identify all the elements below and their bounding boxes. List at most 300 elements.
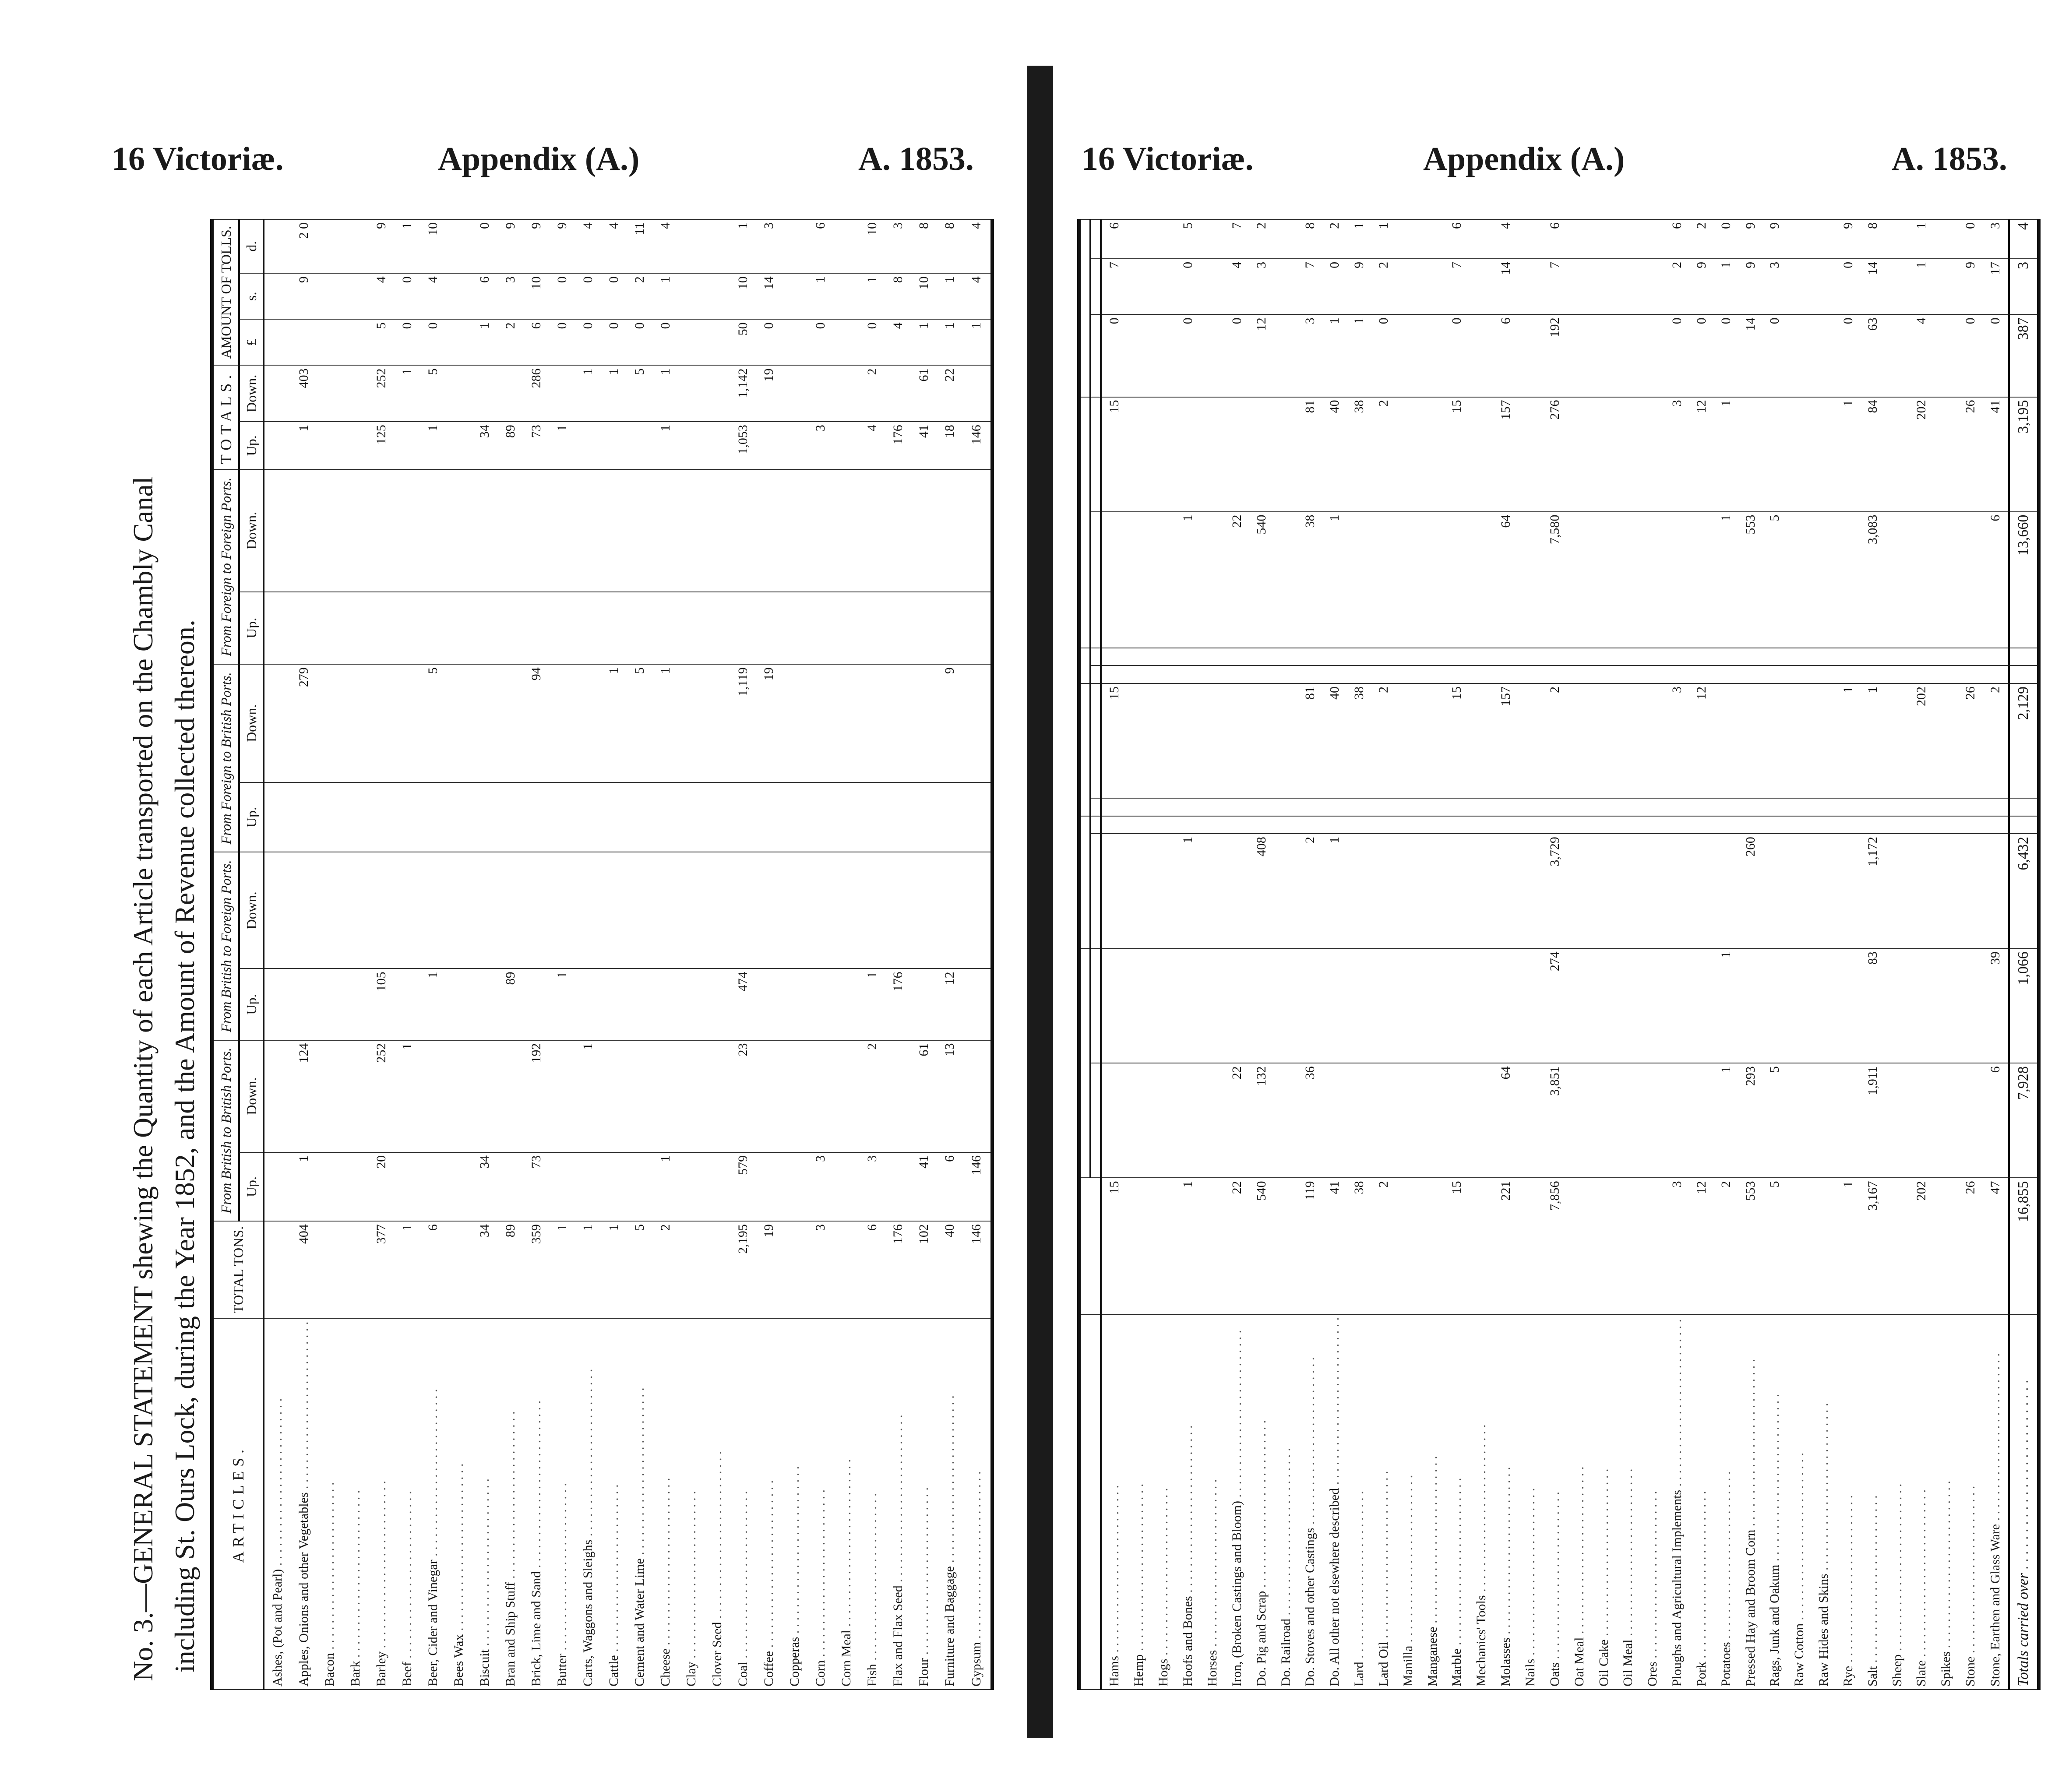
fb-down: 2 xyxy=(1543,683,1567,798)
ff-up xyxy=(1151,666,1176,684)
article-name: Copperas . . . xyxy=(782,1318,808,1690)
article-name: Biscuit . . . xyxy=(472,1318,498,1690)
table-row xyxy=(679,219,705,1690)
totals-up: 22 xyxy=(1225,512,1249,648)
table-row xyxy=(395,219,420,1690)
tolls-pounds xyxy=(1469,314,1494,397)
bb-up xyxy=(1371,1063,1396,1178)
totals-bb-down: 1,066 xyxy=(2009,948,2039,1063)
bf-up xyxy=(1640,834,1665,948)
bb-up: 293 xyxy=(1738,1063,1763,1178)
article-name: Rags, Junk and Oakum . . . xyxy=(1763,1314,1787,1690)
ff-up xyxy=(395,592,420,665)
tolls-shillings: 4 xyxy=(369,273,395,319)
totals-pence: 4 xyxy=(2009,219,2039,259)
bf-up: 1,172 xyxy=(1861,834,1885,948)
bb-down xyxy=(1101,948,1127,1063)
tolls-shillings: 7 xyxy=(1543,259,1567,314)
tolls-pence xyxy=(1812,219,1836,259)
ff-down xyxy=(1567,648,1592,666)
article-name: Cattle . . . xyxy=(601,1318,627,1690)
totals-up: 553 xyxy=(1738,512,1763,648)
totals-down: 1 xyxy=(601,365,627,422)
table-row xyxy=(1665,219,1689,1690)
ff-up xyxy=(1592,666,1616,684)
totals-up: 1 xyxy=(1322,512,1347,648)
ff-down xyxy=(963,469,992,591)
tolls-pounds: 4 xyxy=(885,319,911,365)
fb-down xyxy=(679,664,705,782)
totals-down xyxy=(1885,397,1910,512)
fb-up xyxy=(860,782,885,852)
ff-down xyxy=(395,469,420,591)
table-row xyxy=(317,219,343,1690)
bf-down xyxy=(343,852,369,968)
bb-up xyxy=(627,1152,653,1221)
ff-down xyxy=(1885,648,1910,666)
tolls-pence xyxy=(679,219,705,273)
total-tons xyxy=(1592,1178,1616,1314)
article-name: Potatoes . . . xyxy=(1714,1314,1738,1690)
tolls-pence: 0 xyxy=(472,219,498,273)
table-row xyxy=(1543,219,1567,1690)
table-row xyxy=(498,219,524,1690)
bf-down xyxy=(1714,816,1738,834)
totals-down: 19 xyxy=(756,365,782,422)
sub-down xyxy=(1090,397,1101,512)
table-row xyxy=(369,219,395,1690)
table-row xyxy=(911,219,937,1690)
tolls-pence xyxy=(1640,219,1665,259)
sub-pence xyxy=(1090,219,1101,259)
tolls-pounds: 63 xyxy=(1861,314,1885,397)
ff-down xyxy=(1445,648,1470,666)
tolls-pounds xyxy=(291,319,317,365)
bf-down xyxy=(627,852,653,968)
bb-up xyxy=(1322,1063,1347,1178)
bb-up: 3 xyxy=(808,1152,834,1221)
bf-down xyxy=(1934,816,1958,834)
ff-down xyxy=(1494,648,1518,666)
bf-up: 1 xyxy=(550,968,575,1040)
bb-down: 274 xyxy=(1543,948,1567,1063)
tolls-shillings: 9 xyxy=(1689,259,1714,314)
totals-up: 540 xyxy=(1249,512,1274,648)
bf-up: 1 xyxy=(1176,834,1200,948)
ledger-body-right xyxy=(1101,219,2009,1690)
ff-up xyxy=(679,592,705,665)
tolls-pence: 0 xyxy=(1714,219,1738,259)
table-row xyxy=(1616,219,1640,1690)
tolls-pence xyxy=(705,219,730,273)
table-row xyxy=(1738,219,1763,1690)
tolls-pence: 10 xyxy=(420,219,446,273)
tolls-pence: 4 xyxy=(601,219,627,273)
tolls-pence xyxy=(1420,219,1445,259)
tolls-pounds xyxy=(705,319,730,365)
fb-down xyxy=(1616,683,1640,798)
fb-up xyxy=(317,782,343,852)
tolls-pounds: 4 xyxy=(1910,314,1934,397)
bb-down xyxy=(1592,948,1616,1063)
bf-up xyxy=(834,968,860,1040)
bb-down: 124 xyxy=(291,1040,317,1152)
fb-up xyxy=(420,782,446,852)
sub-pence: d. xyxy=(239,219,264,273)
bb-up xyxy=(343,1152,369,1221)
ff-down xyxy=(1151,648,1176,666)
table-row xyxy=(601,219,627,1690)
ff-up xyxy=(1934,666,1958,684)
tolls-shillings: 4 xyxy=(963,273,992,319)
ff-down xyxy=(1983,648,2009,666)
fb-up xyxy=(911,782,937,852)
total-tons: 1 xyxy=(601,1221,627,1318)
totals-up: 1 xyxy=(291,422,317,469)
ff-up xyxy=(1885,666,1910,684)
totals-up xyxy=(1934,512,1958,648)
table-row xyxy=(343,219,369,1690)
ff-down xyxy=(1787,648,1812,666)
bb-up xyxy=(1836,1063,1861,1178)
bf-down xyxy=(601,852,627,968)
fb-down xyxy=(1127,683,1152,798)
totals-fb-up xyxy=(2009,798,2039,816)
fb-up xyxy=(1812,798,1836,816)
col-foreign-foreign: From Foreign to Foreign Ports. xyxy=(212,469,239,664)
tolls-pounds: 0 xyxy=(1445,314,1470,397)
article-name: Do. Railroad . . . xyxy=(1274,1314,1298,1690)
tolls-pounds: 0 xyxy=(1714,314,1738,397)
table-row xyxy=(1101,219,1127,1690)
bb-down: 23 xyxy=(730,1040,756,1152)
ff-down xyxy=(627,469,653,591)
bf-up xyxy=(808,968,834,1040)
fb-up xyxy=(1494,798,1518,816)
totals-up xyxy=(601,422,627,469)
bb-down xyxy=(1616,948,1640,1063)
fb-down: 2 xyxy=(1371,683,1396,798)
col-foreign-foreign xyxy=(1079,648,1090,683)
ff-down xyxy=(550,469,575,591)
bf-down xyxy=(1836,816,1861,834)
totals-down xyxy=(1469,397,1494,512)
bf-down xyxy=(1445,816,1470,834)
tolls-pounds: 1 xyxy=(472,319,498,365)
fb-up xyxy=(524,782,550,852)
table-row xyxy=(860,219,885,1690)
bb-down xyxy=(420,1040,446,1152)
tolls-pence: 2 0 xyxy=(291,219,317,273)
bf-up xyxy=(1445,834,1470,948)
tolls-pence: 9 xyxy=(1738,219,1763,259)
tolls-pence xyxy=(1151,219,1176,259)
ff-down xyxy=(1689,648,1714,666)
total-tons: 34 xyxy=(472,1221,498,1318)
sub-up xyxy=(1090,512,1101,648)
totals-down: 38 xyxy=(1347,397,1371,512)
total-tons: 47 xyxy=(1983,1178,2009,1314)
ff-down xyxy=(264,469,291,591)
sub-up: Up. xyxy=(239,1152,264,1221)
total-tons xyxy=(1640,1178,1665,1314)
bf-up xyxy=(705,968,730,1040)
tolls-shillings: 9 xyxy=(1347,259,1371,314)
tolls-shillings: 0 xyxy=(601,273,627,319)
col-british-foreign xyxy=(1079,816,1090,949)
ff-up xyxy=(705,592,730,665)
sub-up xyxy=(1090,834,1101,948)
fb-up xyxy=(705,782,730,852)
fb-up xyxy=(291,782,317,852)
fb-up xyxy=(1983,798,2009,816)
tolls-pounds xyxy=(1396,314,1420,397)
totals-down xyxy=(1420,397,1445,512)
ff-down xyxy=(1714,648,1738,666)
article-name: Pork . . . xyxy=(1689,1314,1714,1690)
bf-down xyxy=(420,852,446,968)
fb-up xyxy=(1274,798,1298,816)
tolls-pence xyxy=(1567,219,1592,259)
bb-down: 39 xyxy=(1983,948,2009,1063)
bb-down xyxy=(498,1040,524,1152)
sub-down: Down. xyxy=(239,469,264,591)
tolls-pounds xyxy=(1812,314,1836,397)
bb-up: 1 xyxy=(291,1152,317,1221)
bf-down xyxy=(291,852,317,968)
ff-up xyxy=(730,592,756,665)
tolls-shillings: 9 xyxy=(291,273,317,319)
right-head-appendix: Appendix (A.) xyxy=(1423,141,1625,177)
fb-down: 26 xyxy=(1958,683,1983,798)
ff-up xyxy=(937,592,963,665)
fb-down xyxy=(1885,683,1910,798)
total-tons xyxy=(1616,1178,1640,1314)
totals-up: 5 xyxy=(1763,512,1787,648)
tolls-shillings xyxy=(705,273,730,319)
fb-up xyxy=(1396,798,1420,816)
bf-up xyxy=(343,968,369,1040)
totals-down xyxy=(446,365,472,422)
bb-down xyxy=(1494,948,1518,1063)
bf-up xyxy=(1616,834,1640,948)
fb-up xyxy=(1714,798,1738,816)
bf-up xyxy=(782,968,808,1040)
bb-up: 3 xyxy=(860,1152,885,1221)
table-row xyxy=(937,219,963,1690)
bb-up xyxy=(1592,1063,1616,1178)
total-tons: 1 xyxy=(550,1221,575,1318)
total-tons xyxy=(446,1221,472,1318)
totals-down: 403 xyxy=(291,365,317,422)
bb-down xyxy=(808,1040,834,1152)
totals-up: 38 xyxy=(1298,512,1322,648)
bb-down xyxy=(601,1040,627,1152)
table-row xyxy=(705,219,730,1690)
bf-up xyxy=(1592,834,1616,948)
tolls-shillings xyxy=(446,273,472,319)
bb-up xyxy=(782,1152,808,1221)
ff-down xyxy=(498,469,524,591)
bf-down xyxy=(1298,816,1322,834)
totals-down xyxy=(1274,397,1298,512)
tolls-shillings: 4 xyxy=(1225,259,1249,314)
bb-up xyxy=(264,1152,291,1221)
bb-down xyxy=(1176,948,1200,1063)
fb-down xyxy=(1592,683,1616,798)
total-tons: 15 xyxy=(1101,1178,1127,1314)
tolls-shillings xyxy=(1812,259,1836,314)
left-head-session: 16 Victoriæ. xyxy=(112,141,284,177)
ff-up xyxy=(1714,666,1738,684)
total-tons: 19 xyxy=(756,1221,782,1318)
totals-down: 1 xyxy=(575,365,601,422)
fb-down: 1 xyxy=(601,664,627,782)
tolls-shillings: 1 xyxy=(937,273,963,319)
totals-ff-up xyxy=(2009,666,2039,684)
ff-up xyxy=(1347,666,1371,684)
totals-up xyxy=(627,422,653,469)
bf-down xyxy=(1885,816,1910,834)
tolls-shillings: 0 xyxy=(575,273,601,319)
bf-up xyxy=(1787,834,1812,948)
total-tons xyxy=(1151,1178,1176,1314)
bf-up xyxy=(472,968,498,1040)
bb-down xyxy=(1200,948,1225,1063)
fb-down: 38 xyxy=(1347,683,1371,798)
fb-down xyxy=(911,664,937,782)
fb-down: 94 xyxy=(524,664,550,782)
table-row xyxy=(1371,219,1396,1690)
bb-up: 41 xyxy=(911,1152,937,1221)
totals-up xyxy=(705,422,730,469)
tolls-pounds xyxy=(679,319,705,365)
ff-down xyxy=(1420,648,1445,666)
total-tons: 6 xyxy=(420,1221,446,1318)
bb-up xyxy=(679,1152,705,1221)
ff-up xyxy=(369,592,395,665)
bf-down xyxy=(472,852,498,968)
bb-down xyxy=(1738,948,1763,1063)
bf-up xyxy=(963,968,992,1040)
total-tons: 3,167 xyxy=(1861,1178,1885,1314)
totals-down xyxy=(1934,397,1958,512)
tolls-pence: 9 xyxy=(550,219,575,273)
totals-down: 202 xyxy=(1910,397,1934,512)
bf-up xyxy=(679,968,705,1040)
totals-down: 2 xyxy=(1371,397,1396,512)
col-foreign-british: From Foreign to British Ports. xyxy=(212,664,239,852)
sub-up: Up. xyxy=(239,422,264,469)
ff-up xyxy=(1249,666,1274,684)
fb-up xyxy=(1861,798,1885,816)
ff-up xyxy=(1298,666,1322,684)
bb-up: 1 xyxy=(653,1152,679,1221)
bf-down xyxy=(1567,816,1592,834)
total-tons: 2 xyxy=(653,1221,679,1318)
tolls-pence: 7 xyxy=(1225,219,1249,259)
totals-down: 15 xyxy=(1101,397,1127,512)
bb-up: 5 xyxy=(1763,1063,1787,1178)
tolls-pounds xyxy=(1640,314,1665,397)
bb-down xyxy=(1445,948,1470,1063)
sub-up xyxy=(1090,666,1101,684)
ff-down xyxy=(524,469,550,591)
article-name: Marble . . . xyxy=(1445,1314,1470,1690)
tolls-pence xyxy=(1592,219,1616,259)
bb-down xyxy=(1934,948,1958,1063)
tolls-shillings xyxy=(1885,259,1910,314)
article-name: Coffee . . . xyxy=(756,1318,782,1690)
article-name: Raw Hides and Skins . . . xyxy=(1812,1314,1836,1690)
total-tons: 15 xyxy=(1445,1178,1470,1314)
tolls-pounds xyxy=(782,319,808,365)
tolls-shillings: 2 xyxy=(1665,259,1689,314)
tolls-pence: 6 xyxy=(1665,219,1689,259)
totals-up: 3 xyxy=(808,422,834,469)
article-name: Butter . . . xyxy=(550,1318,575,1690)
bf-up xyxy=(1347,834,1371,948)
statement-title-line1: No. 3.—GENERAL STATEMENT shewing the Quantity of each Article transported on the Chambly Canal xyxy=(127,476,159,1681)
total-tons xyxy=(705,1221,730,1318)
tolls-pence: 2 xyxy=(1249,219,1274,259)
tolls-pounds xyxy=(834,319,860,365)
table-row xyxy=(1445,219,1470,1690)
bf-up: 12 xyxy=(937,968,963,1040)
col-articles xyxy=(1079,1314,1101,1690)
totals-up xyxy=(782,422,808,469)
totals-down xyxy=(1127,397,1152,512)
tolls-pence: 3 xyxy=(1983,219,2009,259)
article-name: Carts, Waggons and Sleighs . . . xyxy=(575,1318,601,1690)
bb-up xyxy=(1518,1063,1543,1178)
left-running-head xyxy=(0,140,1020,184)
totals-down: 1,142 xyxy=(730,365,756,422)
bf-up xyxy=(1420,834,1445,948)
bb-down xyxy=(756,1040,782,1152)
fb-up xyxy=(264,782,291,852)
ff-down xyxy=(782,469,808,591)
fb-up xyxy=(1885,798,1910,816)
bf-down xyxy=(1371,816,1396,834)
tolls-pounds: 0 xyxy=(1176,314,1200,397)
totals-up xyxy=(1616,512,1640,648)
tolls-pence: 4 xyxy=(653,219,679,273)
totals-down: 3,195 xyxy=(2009,397,2039,512)
fb-down xyxy=(885,664,911,782)
tolls-pence: 4 xyxy=(1494,219,1518,259)
totals-up xyxy=(1371,512,1396,648)
fb-down xyxy=(317,664,343,782)
ff-down xyxy=(1322,648,1347,666)
bb-down xyxy=(963,1040,992,1152)
ff-up xyxy=(1665,666,1689,684)
bf-down xyxy=(1812,816,1836,834)
totals-down: 1 xyxy=(1836,397,1861,512)
totals-down xyxy=(498,365,524,422)
tolls-shillings: 2 xyxy=(627,273,653,319)
article-name: Bacon . . . xyxy=(317,1318,343,1690)
ff-down xyxy=(937,469,963,591)
ff-up xyxy=(343,592,369,665)
article-name: Flour . . . xyxy=(911,1318,937,1690)
totals-up xyxy=(1469,512,1494,648)
bb-up xyxy=(705,1152,730,1221)
table-row xyxy=(1469,219,1494,1690)
bf-down xyxy=(834,852,860,968)
bf-up xyxy=(1714,834,1738,948)
bf-down xyxy=(550,852,575,968)
